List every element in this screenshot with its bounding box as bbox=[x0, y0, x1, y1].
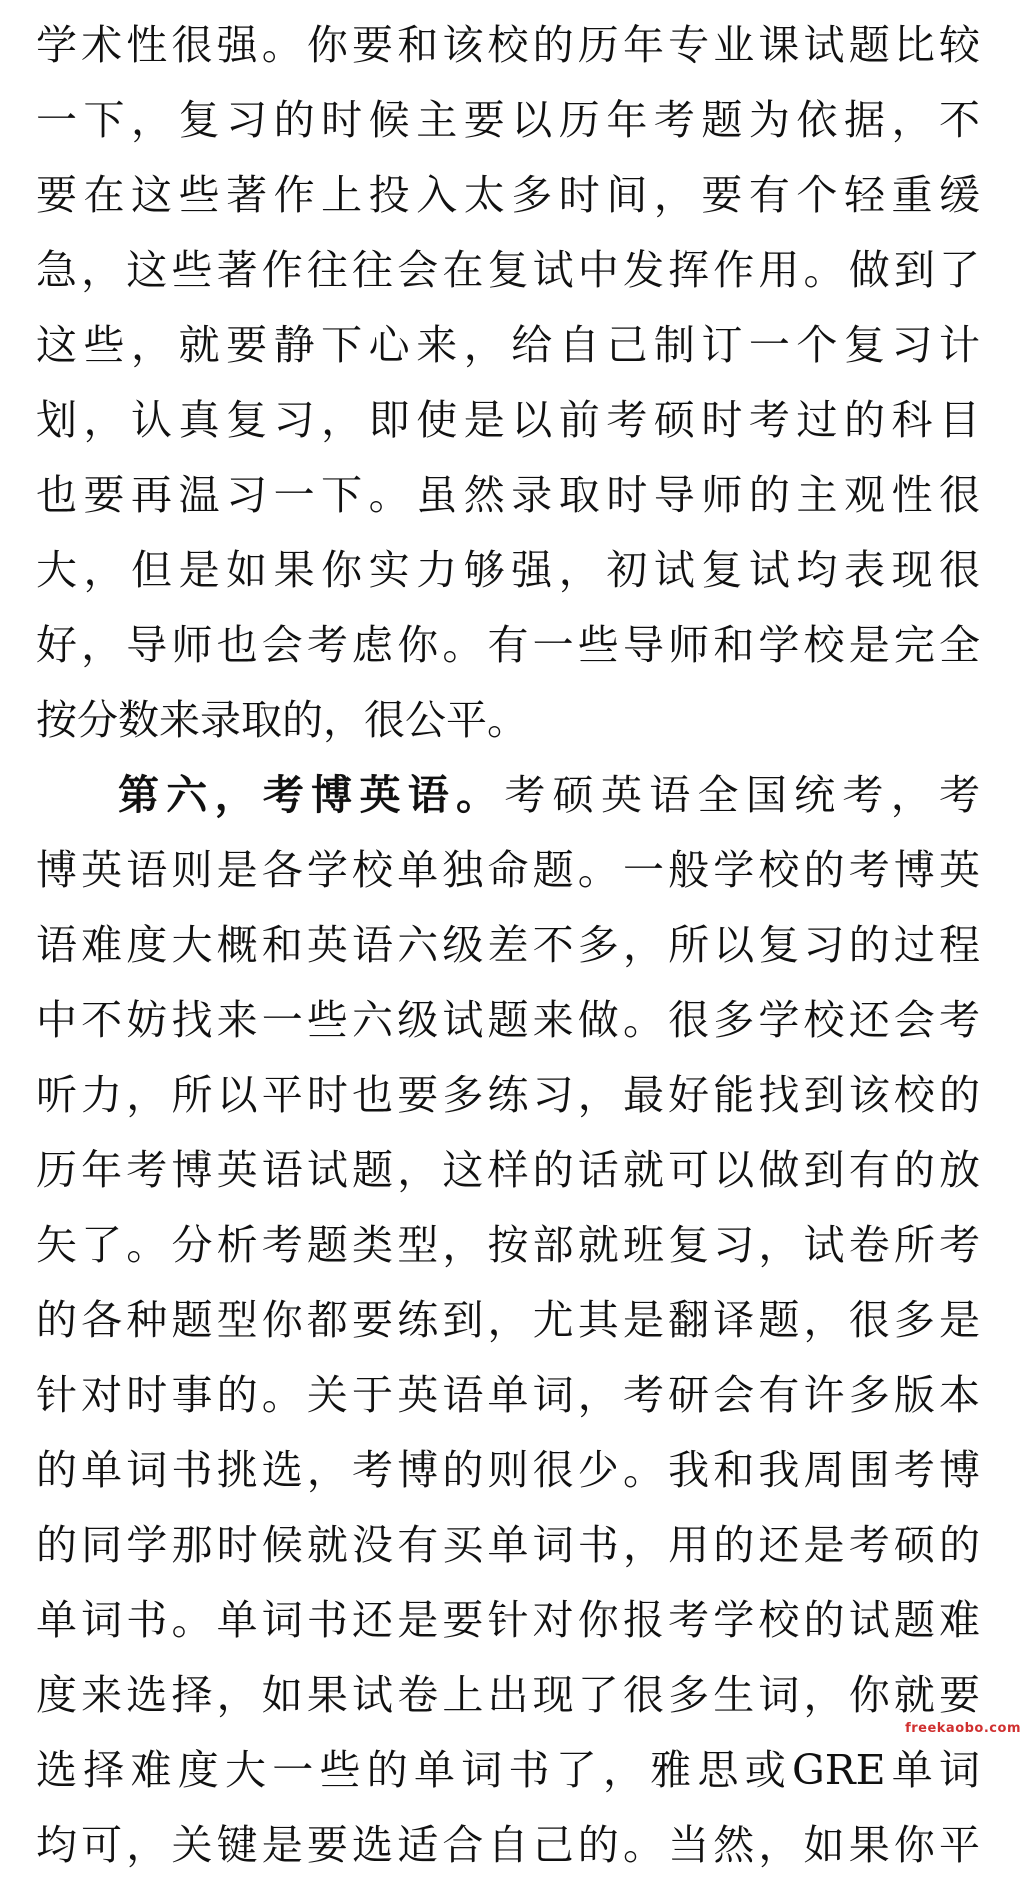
text-line: 度来选择，如果试卷上出现了很多生词，你就要 bbox=[36, 1671, 980, 1719]
text-line: 要在这些著作上投入太多时间，要有个轻重缓 bbox=[36, 171, 980, 219]
text-line: 急，这些著作往往会在复试中发挥作用。做到了 bbox=[36, 246, 980, 294]
section-first-line-text: 考硕英语全国统考，考 bbox=[504, 771, 980, 819]
text-line: 大，但是如果你实力够强，初试复试均表现很 bbox=[36, 546, 980, 594]
text-line: 单词书。单词书还是要针对你报考学校的试题难 bbox=[36, 1596, 980, 1644]
text-line: 选择难度大一些的单词书了，雅思或GRE单词 bbox=[36, 1746, 980, 1794]
text-line: 矢了。分析考题类型，按部就班复习，试卷所考 bbox=[36, 1221, 980, 1269]
text-line: 的同学那时候就没有买单词书，用的还是考硕的 bbox=[36, 1521, 980, 1569]
paragraph-last-line: 按分数来录取的，很公平。 bbox=[36, 696, 528, 744]
section-first-line bbox=[36, 758, 980, 833]
text-line: 划，认真复习，即使是以前考硕时考过的科目 bbox=[36, 396, 980, 444]
text-line: 也要再温习一下。虽然录取时导师的主观性很 bbox=[36, 471, 980, 519]
body-text bbox=[36, 8, 980, 1883]
text-line: 学术性很强。你要和该校的历年专业课试题比较 bbox=[36, 21, 980, 69]
watermark-text: freekaobo.com bbox=[905, 1721, 1021, 1736]
text-line: 的单词书挑选，考博的则很少。我和我周围考博 bbox=[36, 1446, 980, 1494]
text-line: 中不妨找来一些六级试题来做。很多学校还会考 bbox=[36, 996, 980, 1044]
section-heading: 第六，考博英语。 bbox=[118, 771, 505, 819]
text-line: 历年考博英语试题，这样的话就可以做到有的放 bbox=[36, 1146, 980, 1194]
text-line: 的各种题型你都要练到，尤其是翻译题，很多是 bbox=[36, 1296, 980, 1344]
text-line: 听力，所以平时也要多练习，最好能找到该校的 bbox=[36, 1071, 980, 1119]
text-line: 一下，复习的时候主要以历年考题为依据，不 bbox=[36, 96, 980, 144]
text-line: 好，导师也会考虑你。有一些导师和学校是完全 bbox=[36, 621, 980, 669]
text-line: 均可，关键是要选适合自己的。当然，如果你平 bbox=[36, 1821, 980, 1869]
text-line: 语难度大概和英语六级差不多，所以复习的过程 bbox=[36, 921, 980, 969]
text-line: 针对时事的。关于英语单词，考研会有许多版本 bbox=[36, 1371, 980, 1419]
text-line: 这些，就要静下心来，给自己制订一个复习计 bbox=[36, 321, 980, 369]
text-line: 博英语则是各学校单独命题。一般学校的考博英 bbox=[36, 846, 980, 894]
